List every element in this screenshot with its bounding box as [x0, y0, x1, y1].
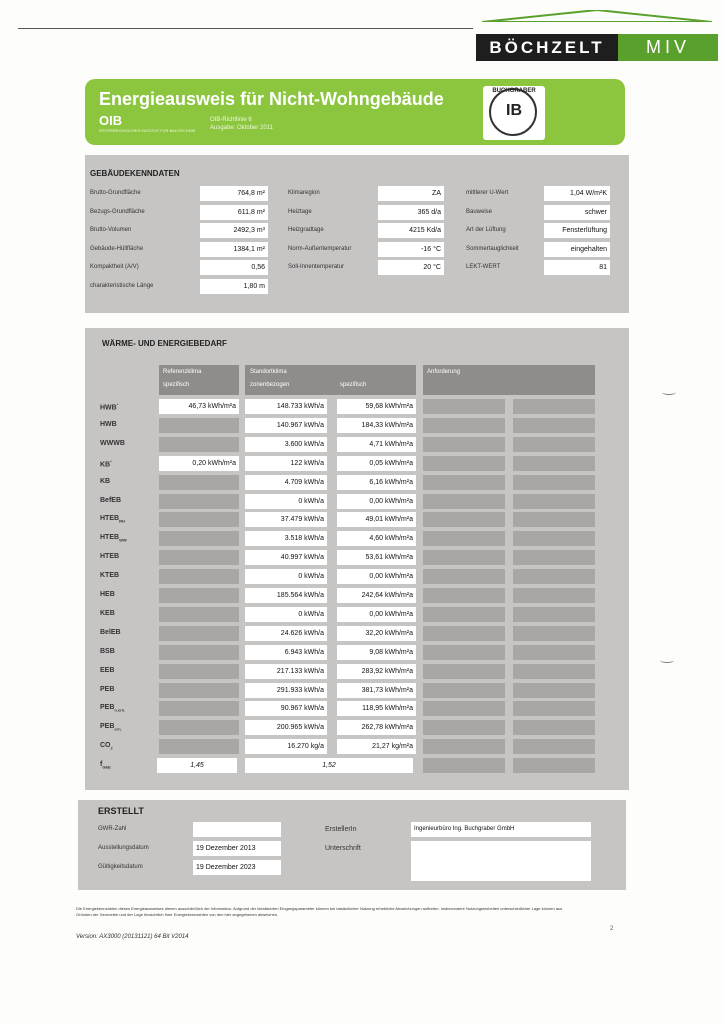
issue-date-label: Ausstellungsdatum	[98, 845, 149, 851]
scan-mark	[662, 390, 676, 395]
row-label	[100, 742, 113, 750]
requirement-cell	[423, 569, 505, 584]
header-ref-label: Referenzklima	[163, 369, 202, 375]
guideline-edition: Ausgabe: Oktober 2011	[210, 125, 273, 131]
requirement-cell	[423, 739, 505, 754]
requirement-cell	[513, 437, 595, 452]
ref-climate-cell	[159, 626, 239, 641]
zone-value-cell: 148.733 kWh/a	[245, 399, 327, 414]
col1-label: Kompaktheit (A/V)	[90, 264, 139, 270]
col2-label: Soll-Innentemperatur	[288, 264, 345, 270]
requirement-cell	[513, 512, 595, 527]
ref-climate-cell	[159, 550, 239, 565]
fgee-std-value: 1,52	[245, 758, 413, 773]
specific-value-cell: 0,05 kWh/m²a	[337, 456, 416, 471]
requirement-cell	[513, 399, 595, 414]
requirement-cell	[513, 701, 595, 716]
col3-value: 1,04 W/m²K	[544, 186, 610, 201]
row-label	[100, 515, 125, 523]
requirement-cell	[423, 550, 505, 565]
row-label-sup: *	[110, 458, 112, 464]
specific-value-cell: 4,71 kWh/m²a	[337, 437, 416, 452]
row-label-sup: *	[116, 402, 119, 407]
company-logo	[476, 8, 718, 56]
row-label-sub: n.ern.	[114, 707, 126, 713]
zone-value-cell: 0 kWh/a	[245, 607, 327, 622]
col3-label: Art der Lüftung	[466, 227, 506, 233]
guideline-info	[210, 116, 273, 132]
roof-icon	[482, 10, 712, 22]
zone-value-cell: 0 kWh/a	[245, 569, 327, 584]
header-reference-climate	[159, 365, 239, 395]
logo-text-right: MIV	[618, 34, 718, 61]
fgee-label-text: f	[100, 761, 103, 769]
ref-climate-cell	[159, 569, 239, 584]
row-label-text: HTEB	[100, 534, 120, 542]
valid-date-value: 19 Dezember 2023	[193, 860, 281, 875]
requirement-cell	[513, 418, 595, 433]
col3-label: Sommertauglichkeit	[466, 245, 519, 252]
issue-date-value: 19 Dezember 2013	[193, 841, 281, 856]
requirement-cell	[423, 664, 505, 679]
row-label	[100, 686, 114, 693]
ref-climate-cell	[159, 494, 239, 509]
row-label-text: CO	[100, 742, 111, 750]
requirement-cell	[423, 437, 505, 452]
ref-climate-cell	[159, 739, 239, 754]
guideline-name: OIB-Richtlinie 6	[210, 117, 252, 123]
software-version: Version: AX3000 (20131121) 64 Bit V2014	[76, 934, 189, 940]
gwr-value	[193, 822, 281, 837]
building-data-panel	[85, 155, 629, 313]
company-stamp	[483, 86, 545, 140]
header-rule	[18, 28, 473, 29]
row-label-text: KTEB	[100, 572, 120, 580]
col1-label: charakteristische Länge	[90, 282, 154, 289]
row-label-text: BefEB	[100, 496, 122, 504]
ref-climate-cell: 46,73 kWh/m²a	[159, 399, 239, 414]
col1-label: Brutto-Grundfläche	[90, 190, 141, 196]
ref-climate-cell	[159, 531, 239, 546]
specific-value-cell: 283,92 kWh/m²a	[337, 664, 416, 679]
col3-value: eingehalten	[544, 242, 610, 257]
energy-demand-panel	[85, 328, 629, 790]
col1-label: Gebäude-Hüllfläche	[90, 245, 144, 252]
requirement-cell	[423, 720, 505, 735]
specific-value-cell: 6,16 kWh/m²a	[337, 475, 416, 490]
requirement-cell	[513, 739, 595, 754]
requirement-cell	[513, 645, 595, 660]
row-label-text: WWWB	[100, 439, 125, 447]
row-label	[100, 440, 125, 447]
zone-value-cell: 6.943 kWh/a	[245, 645, 327, 660]
fgee-label-sub: GEE	[102, 764, 111, 770]
requirement-cell	[423, 494, 505, 509]
row-label-text: PEB	[100, 723, 115, 731]
row-label	[100, 723, 122, 731]
footnote: Die Energiekennzahlen dieses Energieausweises dienen ausschließlich der Information. Aufgrund der idealisierten Eingangsparameter können bei tatsächlicher Nutzung erhebliche Abweichungen auftreten. Insbesondere Nutzungseinheiten unterschiedlicher Lage können aus Gründen der Geometrie und der Lage hinsichtlich ihrer Energiekennzahlen von den hier angegebenen abweichen.	[76, 906, 563, 917]
col3-label: Bauweise	[466, 208, 493, 215]
requirement-cell	[513, 475, 595, 490]
specific-value-cell: 0,00 kWh/m²a	[337, 569, 416, 584]
col2-value: 20 °C	[378, 260, 444, 275]
issued-title: ERSTELLT	[98, 806, 144, 816]
row-label	[100, 572, 119, 579]
col3-label: mittlerer U-Wert	[466, 190, 509, 196]
header-std-zone: zonenbezogen	[250, 382, 290, 388]
ref-climate-cell	[159, 418, 239, 433]
header-ref-sub: spezifisch	[163, 382, 190, 388]
specific-value-cell: 242,64 kWh/m²a	[337, 588, 416, 603]
building-data-title: GEBÄUDEKENNDATEN	[90, 169, 180, 178]
zone-value-cell: 217.133 kWh/a	[245, 664, 327, 679]
row-label	[100, 497, 121, 504]
row-label-text: BSB	[100, 647, 115, 655]
col2-value: -16 °C	[378, 242, 444, 257]
row-label	[100, 459, 112, 468]
requirement-cell	[423, 626, 505, 641]
requirement-cell	[423, 531, 505, 546]
row-label	[100, 667, 114, 674]
col1-label: Brutto-Volumen	[90, 227, 132, 233]
row-label	[100, 610, 115, 617]
requirement-cell	[423, 588, 505, 603]
requirement-cell	[513, 664, 595, 679]
requirement-cell	[513, 569, 595, 584]
col1-value: 611,8 m²	[200, 205, 268, 220]
ref-climate-cell	[159, 588, 239, 603]
specific-value-cell: 21,27 kg/m²a	[337, 739, 416, 754]
zone-value-cell: 3.600 kWh/a	[245, 437, 327, 452]
col1-label: Bezugs-Grundfläche	[90, 208, 145, 215]
logo-text-left: BÖCHZELT	[476, 34, 618, 61]
specific-value-cell: 262,78 kWh/m²a	[337, 720, 416, 735]
requirement-cell	[513, 456, 595, 471]
specific-value-cell: 9,08 kWh/m²a	[337, 645, 416, 660]
header-std-spec: spezifisch	[340, 382, 367, 388]
zone-value-cell: 37.479 kWh/a	[245, 512, 327, 527]
ref-climate-cell: 0,20 kWh/m²a	[159, 456, 239, 471]
header-anf-label: Anforderung	[427, 369, 461, 375]
zone-value-cell: 0 kWh/a	[245, 494, 327, 509]
row-label-sub: 2	[110, 745, 113, 751]
specific-value-cell: 32,20 kWh/m²a	[337, 626, 416, 641]
issued-panel	[78, 800, 626, 890]
requirement-cell	[513, 720, 595, 735]
zone-value-cell: 122 kWh/a	[245, 456, 327, 471]
col3-value: schwer	[544, 205, 610, 220]
specific-value-cell: 118,95 kWh/m²a	[337, 701, 416, 716]
col2-value: ZA	[378, 186, 444, 201]
col1-value: 1,80 m	[200, 279, 268, 294]
requirement-cell	[513, 683, 595, 698]
zone-value-cell: 200.965 kWh/a	[245, 720, 327, 735]
row-label-sub: ern.	[114, 726, 122, 732]
specific-value-cell: 49,01 kWh/m²a	[337, 512, 416, 527]
signature-box	[411, 841, 591, 881]
specific-value-cell: 4,60 kWh/m²a	[337, 531, 416, 546]
col3-value: Fensterlüftung	[544, 223, 610, 238]
row-label-text: HWB	[100, 404, 117, 412]
requirement-cell	[513, 550, 595, 565]
ref-climate-cell	[159, 512, 239, 527]
requirement-cell	[423, 475, 505, 490]
scan-mark	[660, 658, 674, 663]
col2-label: Heiztage	[288, 208, 312, 215]
zone-value-cell: 90.967 kWh/a	[245, 701, 327, 716]
col1-value: 0,56	[200, 260, 268, 275]
requirement-cell	[423, 399, 505, 414]
row-label	[100, 704, 125, 712]
requirement-cell	[423, 456, 505, 471]
ref-climate-cell	[159, 683, 239, 698]
ref-climate-cell	[159, 437, 239, 452]
header-std-label: Standortklima	[250, 369, 287, 375]
issuer-label: ErstellerIn	[325, 826, 357, 833]
row-label-text: HWB	[100, 420, 117, 428]
signature-label: Unterschrift	[325, 845, 361, 852]
energy-demand-title: WÄRME- UND ENERGIEBEDARF	[102, 339, 227, 348]
row-label	[100, 478, 110, 485]
col2-value: 365 d/a	[378, 205, 444, 220]
row-label-sub: WW	[119, 537, 127, 543]
gwr-label: GWR-Zahl	[98, 826, 127, 832]
row-label-text: PEB	[100, 685, 115, 693]
zone-value-cell: 3.518 kWh/a	[245, 531, 327, 546]
row-label-text: HTEB	[100, 515, 120, 523]
issuer-value: Ingenieurbüro Ing. Buchgraber GmbH	[411, 822, 591, 837]
col1-value: 2492,3 m³	[200, 223, 268, 238]
specific-value-cell: 59,68 kWh/m²a	[337, 399, 416, 414]
page-number: 2	[610, 926, 614, 932]
specific-value-cell: 184,33 kWh/m²a	[337, 418, 416, 433]
document-title: Energieausweis für Nicht-Wohngebäude	[99, 89, 444, 109]
ref-climate-cell	[159, 475, 239, 490]
requirement-cell	[513, 531, 595, 546]
row-label-text: KB	[100, 477, 111, 485]
title-banner	[85, 79, 625, 145]
row-label-text: HEB	[100, 591, 115, 598]
row-label-text: KEB	[100, 609, 115, 617]
header-requirement	[423, 365, 595, 395]
stamp-text: BUCHGRABER	[492, 88, 536, 94]
requirement-cell	[513, 588, 595, 603]
row-label-sub: RH	[119, 518, 125, 524]
row-label-text: BelEB	[100, 628, 121, 636]
row-label	[100, 534, 127, 542]
requirement-cell	[423, 758, 505, 773]
ref-climate-cell	[159, 645, 239, 660]
zone-value-cell: 140.967 kWh/a	[245, 418, 327, 433]
requirement-cell	[513, 607, 595, 622]
requirement-cell	[423, 512, 505, 527]
zone-value-cell: 16.270 kg/a	[245, 739, 327, 754]
stamp-monogram: IB	[506, 102, 522, 119]
header-location-climate	[245, 365, 416, 395]
row-label-text: EEB	[100, 666, 115, 674]
specific-value-cell: 0,00 kWh/m²a	[337, 494, 416, 509]
col2-label: Norm-Außentemperatur	[288, 245, 352, 252]
col2-label: Klimaregion	[288, 190, 320, 196]
row-label	[100, 629, 121, 636]
col1-value: 1384,1 m²	[200, 242, 268, 257]
row-label	[100, 648, 115, 655]
col3-value: 81	[544, 260, 610, 275]
zone-value-cell: 185.564 kWh/a	[245, 588, 327, 603]
zone-value-cell: 24.626 kWh/a	[245, 626, 327, 641]
specific-value-cell: 381,73 kWh/m²a	[337, 683, 416, 698]
zone-value-cell: 40.997 kWh/a	[245, 550, 327, 565]
row-label-text: PEB	[100, 704, 115, 712]
oib-subtitle: ÖSTERREICHISCHES INSTITUT FÜR BAUTECHNIK	[99, 128, 196, 133]
specific-value-cell: 0,00 kWh/m²a	[337, 607, 416, 622]
ref-climate-cell	[159, 607, 239, 622]
requirement-cell	[513, 758, 595, 773]
row-label	[100, 591, 115, 598]
zone-value-cell: 291.933 kWh/a	[245, 683, 327, 698]
col3-label: LEKT-WERT	[466, 264, 501, 270]
fgee-ref-value: 1,45	[157, 758, 237, 773]
col2-value: 4215 Kd/a	[378, 223, 444, 238]
requirement-cell	[423, 701, 505, 716]
row-label	[100, 553, 119, 560]
ref-climate-cell	[159, 701, 239, 716]
col2-label: Heizgradtage	[288, 227, 324, 233]
row-label-text: KB	[100, 461, 111, 469]
specific-value-cell: 53,61 kWh/m²a	[337, 550, 416, 565]
row-label	[100, 421, 117, 428]
requirement-cell	[423, 607, 505, 622]
valid-date-label: Gültigkeitsdatum	[98, 864, 143, 870]
requirement-cell	[513, 494, 595, 509]
oib-logo: OIB	[99, 113, 123, 128]
row-label	[100, 402, 118, 411]
col1-value: 764,8 m²	[200, 186, 268, 201]
requirement-cell	[423, 683, 505, 698]
row-label-text: HTEB	[100, 553, 120, 561]
requirement-cell	[423, 645, 505, 660]
ref-climate-cell	[159, 720, 239, 735]
requirement-cell	[423, 418, 505, 433]
requirement-cell	[513, 626, 595, 641]
ref-climate-cell	[159, 664, 239, 679]
zone-value-cell: 4.709 kWh/a	[245, 475, 327, 490]
fgee-label	[100, 761, 111, 769]
